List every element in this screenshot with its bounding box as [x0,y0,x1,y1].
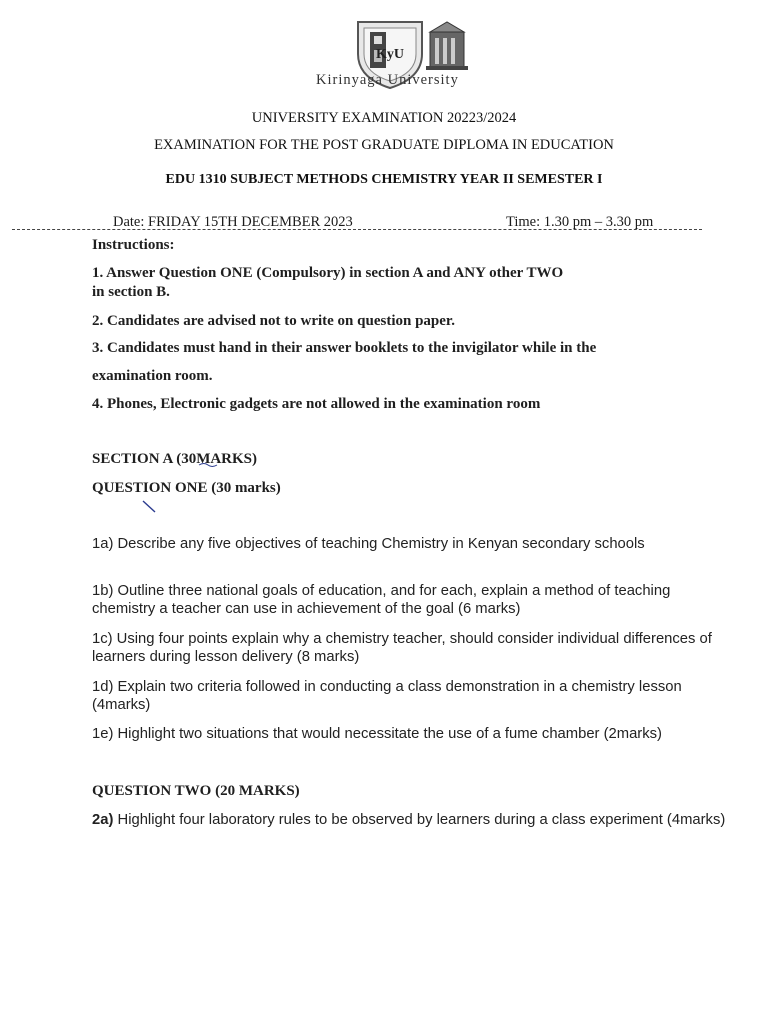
question-one-heading: QUESTION ONE (30 marks) [92,480,281,496]
question-1c: 1c) Using four points explain why a chemistry teacher, should consider individual differences of learners during lesson delivery (8 marks) [92,631,712,665]
question-two-heading: QUESTION TWO (20 MARKS) [92,783,300,799]
program-title: EXAMINATION FOR THE POST GRADUATE DIPLOMA IN EDUCATION [154,137,614,153]
instruction-item: 4. Phones, Electronic gadgets are not allowed in the examination room [92,396,541,412]
pen-mark [140,498,160,516]
university-name: Kirinyaga University [316,72,459,88]
question-2a-label: 2a) [92,812,114,828]
instruction-item: 2. Candidates are advised not to write on question paper. [92,313,455,329]
question-1e: 1e) Highlight two situations that would necessitate the use of a fume chamber (2marks) [92,726,662,742]
instruction-item: 3. Candidates must hand in their answer booklets to the invigilator while in the [92,340,597,356]
instruction-item: examination room. [92,368,213,384]
question-2a-text: Highlight four laboratory rules to be observed by learners during a class experiment (4marks) [113,812,726,828]
header-divider [12,229,702,230]
instruction-item: 1. Answer Question ONE (Compulsory) in section A and ANY other TWO [92,265,564,281]
question-1b: 1b) Outline three national goals of education, and for each, explain a method of teaching chemistry a teacher can use in achievement of the goal (6 marks) [92,583,671,617]
question-2a [92,811,732,829]
section-a-heading: SECTION A (30MARKS) [92,451,258,467]
question-1a: 1a) Describe any five objectives of teaching Chemistry in Kenyan secondary schools [92,536,645,552]
question-1d: 1d) Explain two criteria followed in conducting a class demonstration in a chemistry lesson (4marks) [92,679,682,713]
instructions-heading: Instructions: [92,237,175,253]
logo-monogram: KyU [376,47,404,62]
pen-underline-mark [198,462,218,468]
instruction-item: in section B. [92,284,170,300]
exam-date: Date: FRIDAY 15TH DECEMBER 2023 [113,214,353,230]
exam-title: UNIVERSITY EXAMINATION 20223/2024 [251,110,517,126]
course-title: EDU 1310 SUBJECT METHODS CHEMISTRY YEAR II SEMESTER I [165,172,603,187]
exam-time: Time: 1.30 pm – 3.30 pm [506,214,654,230]
